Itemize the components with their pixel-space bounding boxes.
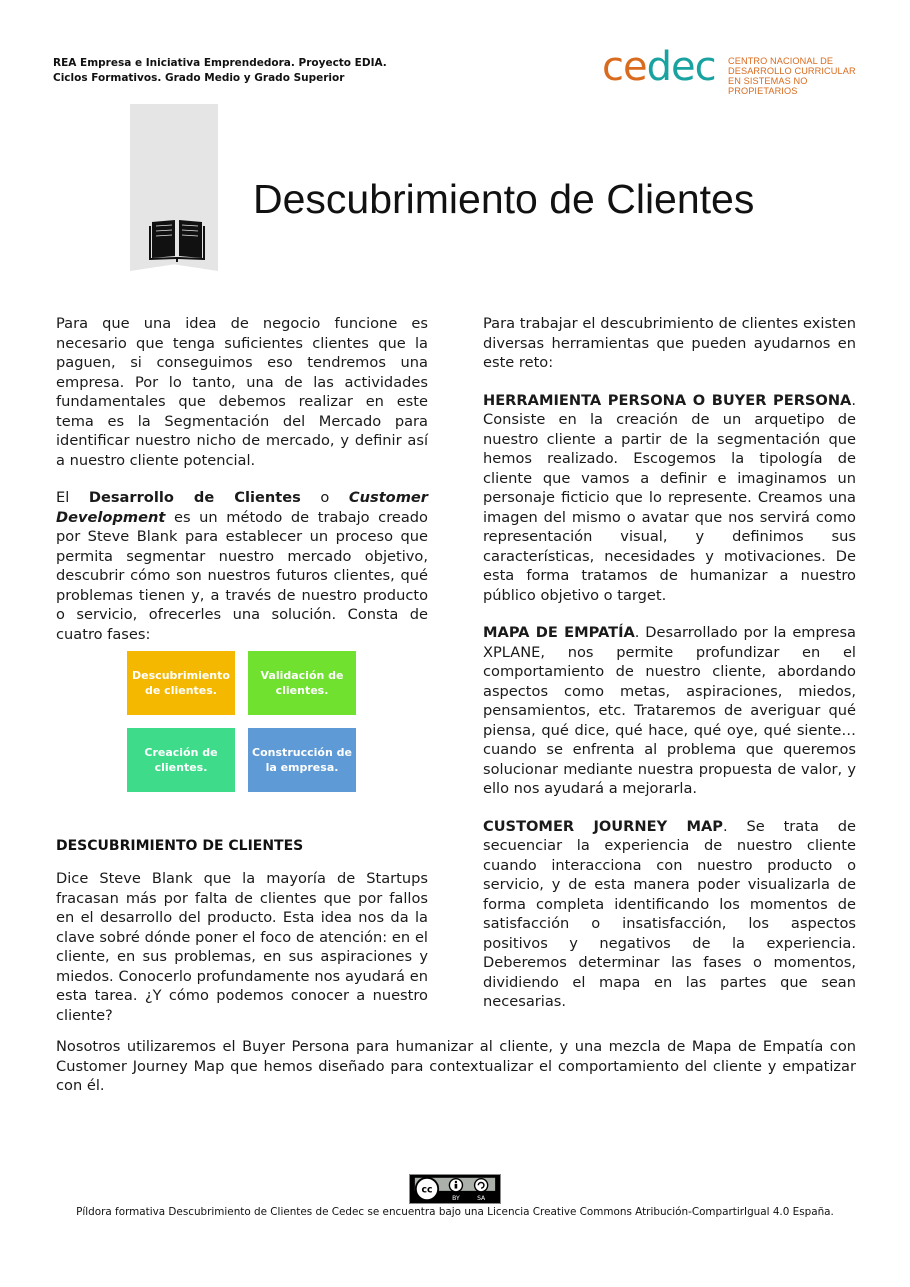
tool-empathy-map — [483, 623, 856, 799]
tool1-title: HERRAMIENTA PERSONA O BUYER PERSONA — [483, 391, 852, 409]
header-line-2: Ciclos Formativos. Grado Medio y Grado Superior — [53, 72, 345, 84]
left-column — [56, 314, 428, 662]
logo-caption-line2: DESARROLLO CURRICULAR — [728, 66, 856, 76]
license-footer: Píldora formativa Descubrimiento de Clientes de Cedec se encuentra bajo una Licencia Creative Commons Atribución-CompartirIgual 4.0 España. — [76, 1206, 834, 1218]
phases-diagram — [127, 651, 357, 792]
tool2-title: MAPA DE EMPATÍA — [483, 624, 635, 641]
header-line-1: REA Empresa e Iniciativa Emprendedora. Proyecto EDIA. — [53, 57, 387, 69]
p2-start: El — [56, 489, 89, 506]
p2-bold: Desarrollo de Clientes — [88, 489, 301, 506]
logo-caption-line1: CENTRO NACIONAL DE — [728, 56, 834, 66]
logo-caption-line3: EN SISTEMAS NO PROPIETARIOS — [728, 76, 808, 96]
cedec-logo — [602, 44, 872, 96]
p2-bold-italic: Customer Development — [56, 489, 428, 526]
document-header — [53, 56, 387, 86]
tool2-text: . Desarrollado por la empresa XPLANE, nos permite profundizar en el comportamiento de nuestro cliente, abordando aspectos como metas, aspiraciones, miedos, pensamientos, etc. Trataremos de averiguar qué piensa, qué dice, qué hace, qué oye, qué siente… cuando se enfrenta al problema que queremos solucionar mediante nuestra propuesta de valor, y ello nos ayudará a mejorarla. — [483, 624, 856, 797]
svg-text:cc: cc — [421, 1184, 433, 1196]
phase-box-4: Construcción de la empresa. — [248, 728, 356, 792]
customer-development-paragraph — [56, 488, 428, 644]
badge-by-label: BY — [452, 1195, 460, 1203]
phase-box-2: Validación de clientes. — [248, 651, 356, 715]
tool1-text: . Consiste en la creación de un arquetipo de nuestro cliente a partir de la segmentación que hemos realizado. Escogemos la tipología de cliente que vamos a definir e imaginamos un personaje ficticio que lo represente. Creamos una imagen del mismo o avatar que nos servirá como representación visual, y definimos sus características, necesidades y motivaciones. De esta forma tratamos de humanizar a nuestro público objetivo o target. — [483, 391, 856, 604]
section-heading: DESCUBRIMIENTO DE CLIENTES — [56, 838, 304, 854]
logo-wordmark — [602, 46, 716, 88]
tool3-title: CUSTOMER JOURNEY MAP — [483, 817, 723, 835]
closing-paragraph: Nosotros utilizaremos el Buyer Persona para humanizar al cliente, y una mezcla de Mapa de Empatía con Customer Journey Map que hemos diseñado para contextualizar el comportamiento del cliente y empatizar con él. — [56, 1038, 856, 1094]
tool3-text: . Se trata de secuenciar la experiencia de nuestro cliente cuando interacciona con nuestro producto o servicio, y de esta manera poder visualizarla de forma completa identificando los momentos de satisfacción o insatisfacción, los aspectos positivos y negativos de la experiencia. Deberemos determinar las fases o momentos, dividiendo el mapa en las partes que sean necesarias. — [483, 817, 857, 1010]
tools-intro: Para trabajar el descubrimiento de clientes existen diversas herramientas que pueden ayudarnos en este reto: — [483, 315, 856, 371]
steve-blank-paragraph: Dice Steve Blank que la mayoría de Startups fracasan más por falta de clientes que por fallos en el desarrollo del producto. Esta idea nos da la clave sobré dónde poner el foco de atención: en el cliente, en sus problemas, en sus aspiraciones y miedos. Conocerlo profundamente nos ayudará en esta tarea. ¿Y cómo podemos conocer a nuestro cliente? — [56, 870, 428, 1024]
intro-paragraph: Para que una idea de negocio funcione es necesario que tenga suficientes clientes que la paguen, si conseguimos eso tendremos una empresa. Por lo tanto, una de las actividades fundamentales que debemos realizar en este tema es la Segmentación del Mercado para identificar nuestro nicho de mercado, y definir así a nuestro cliente potencial. — [56, 315, 428, 469]
p2-mid: o — [300, 489, 349, 506]
tool-customer-journey-map — [483, 817, 856, 1012]
badge-sa-label: SA — [477, 1195, 486, 1203]
p2-end: es un método de trabajo creado por Steve Blank para establecer un proceso que permita segmentar nuestro mercado objetivo, descubrir cómo son nuestros futuros clientes, qué problemas tienen y, a través de nuestro producto o servicio, ofrecerles una solución. Consta de cuatro fases: — [56, 508, 428, 643]
tool-buyer-persona — [483, 391, 856, 606]
phase-box-3: Creación de clientes. — [127, 728, 235, 792]
logo-caption — [728, 56, 872, 96]
phase-box-1: Descubrimiento de clientes. — [127, 651, 235, 715]
logo-wordmark-part2: dec — [646, 44, 716, 90]
cc-by-sa-icon — [409, 1174, 501, 1204]
open-book-icon — [148, 214, 206, 264]
page-title: Descubrimiento de Clientes — [253, 176, 755, 222]
left-column-lower — [56, 869, 428, 1043]
logo-wordmark-part1: ce — [602, 44, 647, 90]
right-column — [483, 314, 856, 1030]
